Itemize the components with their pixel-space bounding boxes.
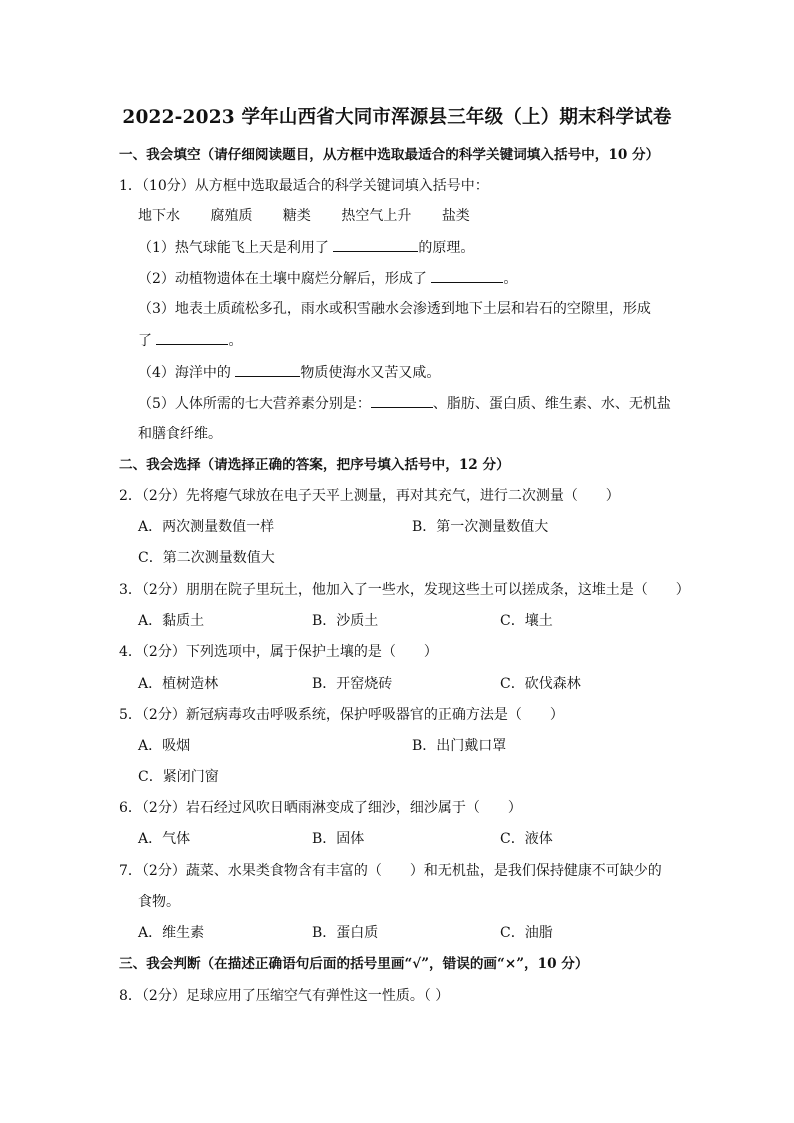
- q1-sub3-text: 了: [138, 333, 152, 349]
- question-stem: 5．（2分）新冠病毒攻击呼吸系统，保护呼吸器官的正确方法是（ ）: [119, 707, 564, 723]
- option-a[interactable]: A．两次测量数值一样: [138, 519, 275, 535]
- option-a[interactable]: A．气体: [138, 831, 191, 847]
- q1-sub3-line2: [138, 330, 242, 351]
- q1-sub3-text-end: 。: [228, 333, 243, 349]
- option-a[interactable]: A．植树造林: [138, 676, 219, 692]
- q1-stem: [119, 176, 489, 196]
- answer-blank[interactable]: [371, 393, 433, 408]
- option-b[interactable]: B．第一次测量数值大: [412, 519, 549, 535]
- keyword: 地下水: [138, 208, 180, 224]
- page-title: 2022-2023 学年山西省大同市浑源县三年级（上）期末科学试卷: [122, 107, 672, 128]
- q1-sub2-text: （2）动植物遗体在土壤中腐烂分解后，形成了: [138, 271, 427, 287]
- q1-keyword-box: [138, 206, 496, 226]
- q1-sub5-text: （5）人体所需的七大营养素分别是：: [138, 396, 371, 412]
- keyword: 热空气上升: [341, 208, 412, 224]
- q1-sub1-text-end: 的原理。: [418, 240, 475, 256]
- option-c[interactable]: C．紧闭门窗: [138, 769, 219, 785]
- option-c[interactable]: C．油脂: [500, 925, 553, 941]
- section3-heading: 三、我会判断（在描述正确语句后面的括号里画“√”，错误的画“×”，10 分）: [119, 956, 589, 972]
- q1-sub5-line2: 和膳食纤维。: [138, 426, 222, 442]
- question-stem: 7．（2分）蔬菜、水果类食物含有丰富的（ ）和无机盐，是我们保持健康不可缺少的: [119, 863, 662, 879]
- option-a[interactable]: A．维生素: [138, 925, 205, 941]
- option-b[interactable]: B．出门戴口罩: [412, 738, 507, 754]
- q1-sub4-text-end: 物质使海水又苦又咸。: [300, 365, 441, 381]
- question-stem: 2．（2分）先将瘪气球放在电子天平上测量，再对其充气，进行二次测量（ ）: [119, 488, 620, 504]
- q1-number: 1．: [119, 178, 142, 194]
- option-b[interactable]: B．开窑烧砖: [312, 676, 393, 692]
- option-b[interactable]: B．蛋白质: [312, 925, 379, 941]
- keyword: 腐殖质: [210, 208, 253, 224]
- option-c[interactable]: C．砍伐森林: [500, 676, 581, 692]
- option-a[interactable]: A．吸烟: [138, 738, 191, 754]
- answer-blank[interactable]: [156, 330, 228, 345]
- option-a[interactable]: A．黏质土: [138, 613, 205, 629]
- q1-sub1: [138, 237, 474, 258]
- q1-sub4-text: （4）海洋中的: [138, 365, 231, 381]
- option-b[interactable]: B．沙质土: [312, 613, 379, 629]
- answer-blank[interactable]: [333, 237, 418, 252]
- q1-sub2: [138, 268, 517, 289]
- section1-heading: 一、我会填空（请仔细阅读题目，从方框中选取最适合的科学关键词填入括号中，10 分）: [119, 147, 660, 163]
- question-stem: 6．（2分）岩石经过风吹日晒雨淋变成了细沙，细沙属于（ ）: [119, 800, 522, 816]
- option-c[interactable]: C．液体: [500, 831, 553, 847]
- q1-text: （10分）从方框中选取最适合的科学关键词填入括号中：: [141, 178, 489, 194]
- answer-blank[interactable]: [235, 362, 300, 377]
- option-c[interactable]: C．第二次测量数值大: [138, 550, 275, 566]
- keyword: 糖类: [282, 208, 311, 224]
- question-stem-continued: 食物。: [138, 894, 180, 910]
- option-b[interactable]: B．固体: [312, 831, 365, 847]
- q1-sub3-line1: （3）地表土质疏松多孔，雨水或积雪融水会渗透到地下土层和岩石的空隙里，形成: [138, 301, 651, 317]
- question-stem: 4．（2分）下列选项中，属于保护土壤的是（ ）: [119, 644, 438, 660]
- question-stem: 8．（2分）足球应用了压缩空气有弹性这一性质。（ ）: [119, 988, 450, 1004]
- q1-sub2-text-end: 。: [503, 271, 518, 287]
- q1-sub1-text: （1）热气球能飞上天是利用了: [138, 240, 329, 256]
- section2-heading: 二、我会选择（请选择正确的答案，把序号填入括号中，12 分）: [119, 457, 510, 473]
- q1-sub4: [138, 362, 440, 383]
- q1-sub5-text-end: 、脂肪、蛋白质、维生素、水、无机盐: [432, 396, 671, 412]
- answer-blank[interactable]: [431, 268, 503, 283]
- q1-sub5: [138, 393, 671, 414]
- option-c[interactable]: C．壤土: [500, 613, 553, 629]
- keyword: 盐类: [441, 208, 470, 224]
- question-stem: 3．（2分）朋朋在院子里玩土，他加入了一些水，发现这些土可以搓成条，这堆土是（ ）: [119, 582, 690, 598]
